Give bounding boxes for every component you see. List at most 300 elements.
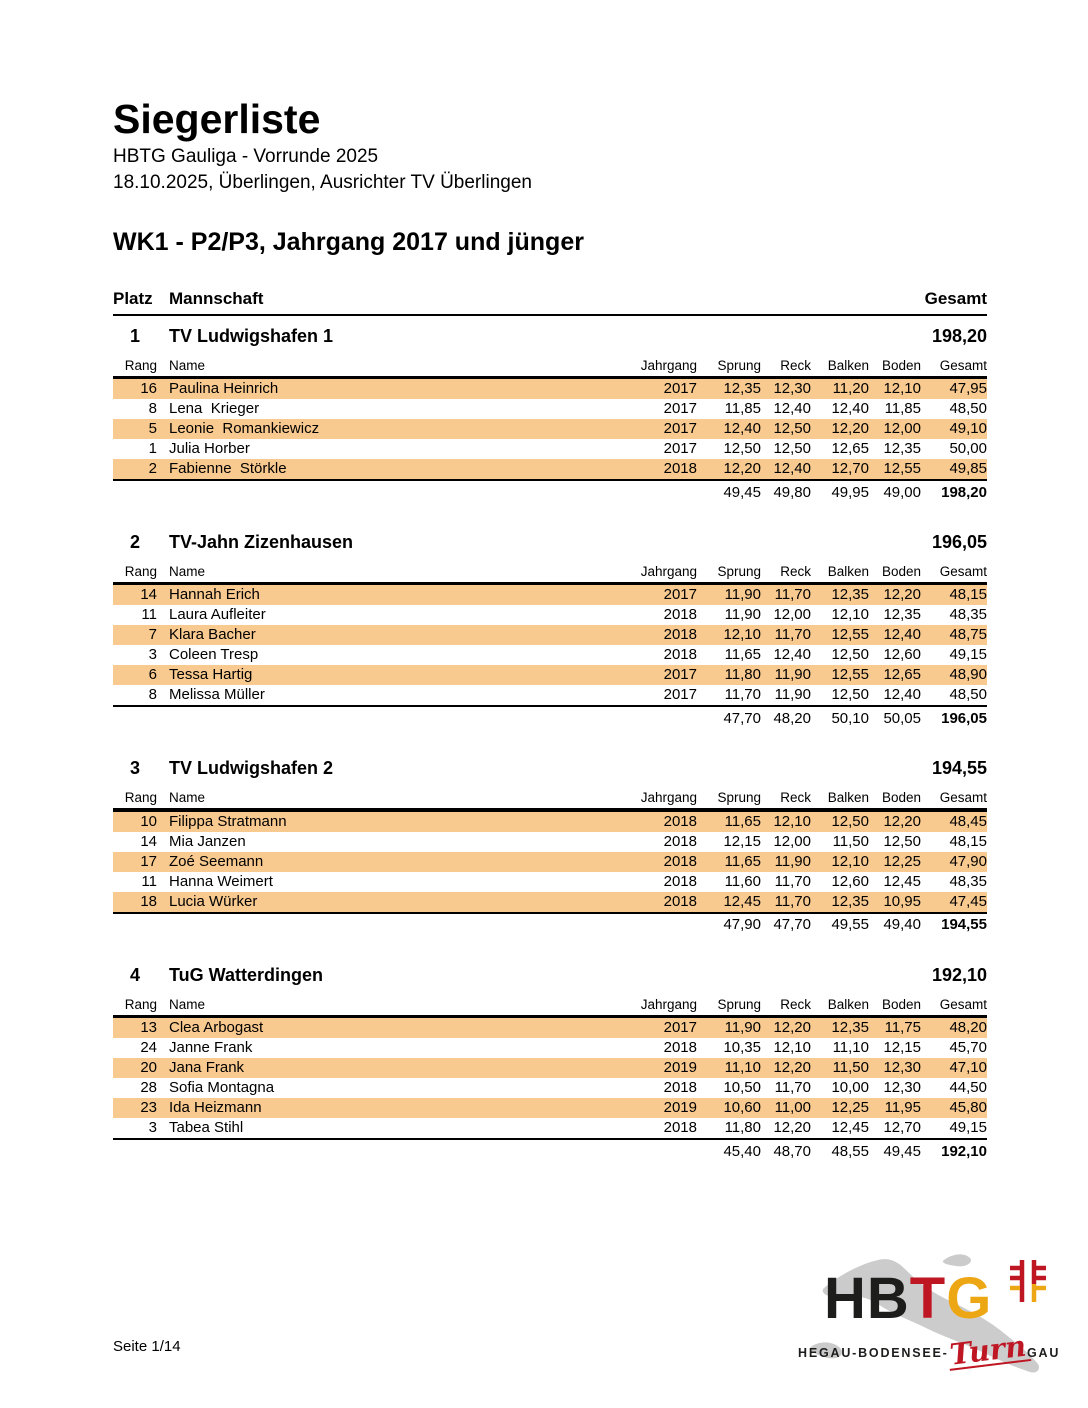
cell-balken: 11,50 xyxy=(832,832,869,850)
total-gesamt: 192,10 xyxy=(941,1142,987,1160)
cell-boden: 12,25 xyxy=(883,852,921,870)
cell-sprung: 12,20 xyxy=(723,459,761,477)
team-block xyxy=(113,321,987,503)
cell-name: Laura Aufleiter xyxy=(169,606,266,624)
table-row xyxy=(113,379,987,399)
cell-jahrgang: 2019 xyxy=(663,1098,697,1116)
cell-boden: 12,45 xyxy=(883,872,921,890)
cell-rang: 8 xyxy=(148,399,157,417)
cell-jahrgang: 2018 xyxy=(663,626,697,644)
team-total: 192,10 xyxy=(931,964,987,985)
cell-reck: 12,10 xyxy=(773,812,811,830)
column-header-balken: Balken xyxy=(827,996,869,1012)
cell-reck: 12,50 xyxy=(773,439,811,457)
column-header-reck: Reck xyxy=(780,564,811,580)
cell-boden: 12,20 xyxy=(883,586,921,604)
team-rank: 1 xyxy=(129,325,140,346)
turngau-glyph-icon xyxy=(1008,1258,1048,1304)
total-sprung: 47,70 xyxy=(723,709,761,727)
cell-jahrgang: 2017 xyxy=(663,419,697,437)
column-header-name: Name xyxy=(169,564,206,580)
cell-name: Ida Heizmann xyxy=(169,1098,262,1116)
cell-jahrgang: 2017 xyxy=(663,666,697,684)
cell-boden: 11,85 xyxy=(884,399,921,417)
table-row xyxy=(113,685,987,705)
cell-boden: 10,95 xyxy=(883,892,921,910)
cell-reck: 11,70 xyxy=(774,626,811,644)
total-reck: 47,70 xyxy=(773,916,811,934)
table-row xyxy=(113,832,987,852)
cell-jahrgang: 2018 xyxy=(663,872,697,890)
cell-jahrgang: 2018 xyxy=(663,646,697,664)
cell-name: Fabienne Störkle xyxy=(169,459,287,477)
cell-balken: 10,00 xyxy=(831,1078,869,1096)
table-row xyxy=(113,419,987,439)
cell-reck: 12,40 xyxy=(773,459,811,477)
cell-rang: 6 xyxy=(148,666,157,684)
cell-boden: 11,75 xyxy=(884,1018,921,1036)
cell-balken: 12,10 xyxy=(831,852,869,870)
column-header-gesamt: Gesamt xyxy=(939,357,987,373)
cell-balken: 11,10 xyxy=(832,1038,869,1056)
section-title: WK1 - P2/P3, Jahrgang 2017 und jünger xyxy=(113,227,584,256)
cell-gesamt: 49,15 xyxy=(949,1118,987,1136)
cell-boden: 12,60 xyxy=(883,646,921,664)
total-balken: 49,95 xyxy=(831,483,869,501)
team-block xyxy=(113,527,987,729)
cell-rang: 23 xyxy=(140,1098,157,1116)
cell-gesamt: 48,75 xyxy=(949,626,987,644)
logo-subline xyxy=(798,1328,1061,1372)
cell-reck: 12,20 xyxy=(773,1058,811,1076)
team-total: 198,20 xyxy=(931,325,987,346)
cell-name: Julia Horber xyxy=(169,439,250,457)
cell-gesamt: 47,90 xyxy=(949,852,987,870)
cell-name: Filippa Stratmann xyxy=(169,812,287,830)
column-header-jahrgang: Jahrgang xyxy=(640,357,697,373)
cell-rang: 2 xyxy=(148,459,157,477)
cell-boden: 12,15 xyxy=(883,1038,921,1056)
column-header-row xyxy=(113,790,987,809)
column-header-sprung: Sprung xyxy=(717,357,761,373)
cell-sprung: 11,10 xyxy=(724,1058,761,1076)
cell-boden: 12,35 xyxy=(883,606,921,624)
team-header-row xyxy=(113,753,987,790)
cell-rang: 11 xyxy=(141,872,157,890)
team-total: 196,05 xyxy=(931,532,987,553)
logo-script-word: Turn xyxy=(946,1334,1031,1371)
logo-letter-t: T xyxy=(909,1266,947,1331)
cell-reck: 11,70 xyxy=(774,586,811,604)
team-name: TV Ludwigshafen 1 xyxy=(169,325,334,346)
table-row xyxy=(113,399,987,419)
cell-name: Tessa Hartig xyxy=(169,666,253,684)
cell-gesamt: 48,35 xyxy=(949,872,987,890)
cell-sprung: 12,50 xyxy=(723,439,761,457)
cell-balken: 12,60 xyxy=(831,872,869,890)
team-rank: 4 xyxy=(129,964,140,985)
event-date-location: 18.10.2025, Überlingen, Ausrichter TV Überlingen xyxy=(113,172,532,194)
cell-reck: 11,00 xyxy=(774,1098,811,1116)
list-header xyxy=(113,289,987,316)
column-header-row xyxy=(113,358,987,377)
cell-rang: 11 xyxy=(141,606,157,624)
table-row xyxy=(113,1058,987,1078)
cell-gesamt: 47,95 xyxy=(949,379,987,397)
cell-name: Zoé Seemann xyxy=(169,852,264,870)
cell-sprung: 11,80 xyxy=(724,666,761,684)
cell-gesamt: 45,80 xyxy=(949,1098,987,1116)
column-header-boden: Boden xyxy=(881,564,921,580)
cell-jahrgang: 2018 xyxy=(663,1118,697,1136)
cell-boden: 12,10 xyxy=(883,379,921,397)
cell-sprung: 11,90 xyxy=(724,606,761,624)
cell-balken: 12,35 xyxy=(831,586,869,604)
cell-gesamt: 47,10 xyxy=(949,1058,987,1076)
column-header-gesamt: Gesamt xyxy=(939,790,987,806)
logo-letter-g: G xyxy=(946,1266,993,1331)
column-header-gesamt: Gesamt xyxy=(939,564,987,580)
table-row xyxy=(113,459,987,479)
cell-boden: 12,00 xyxy=(883,419,921,437)
cell-reck: 11,70 xyxy=(774,872,811,890)
cell-reck: 12,40 xyxy=(773,646,811,664)
cell-sprung: 11,65 xyxy=(724,852,761,870)
logo-letter-b: B xyxy=(866,1266,910,1331)
column-header-reck: Reck xyxy=(780,790,811,806)
cell-reck: 12,00 xyxy=(773,832,811,850)
column-header-row xyxy=(113,997,987,1016)
team-header-row xyxy=(113,527,987,564)
table-row xyxy=(113,585,987,605)
cell-jahrgang: 2019 xyxy=(663,1058,697,1076)
cell-gesamt: 49,10 xyxy=(949,419,987,437)
cell-reck: 12,40 xyxy=(773,399,811,417)
team-block xyxy=(113,960,987,1162)
cell-sprung: 12,35 xyxy=(723,379,761,397)
cell-rang: 3 xyxy=(148,646,157,664)
table-row xyxy=(113,645,987,665)
cell-sprung: 11,85 xyxy=(724,399,761,417)
total-boden: 49,00 xyxy=(883,483,921,501)
competition-subtitle: HBTG Gauliga - Vorrunde 2025 xyxy=(113,146,379,168)
column-header-boden: Boden xyxy=(881,357,921,373)
table-row xyxy=(113,872,987,892)
cell-name: Jana Frank xyxy=(169,1058,245,1076)
cell-jahrgang: 2018 xyxy=(663,1078,697,1096)
total-sprung: 47,90 xyxy=(723,916,761,934)
cell-balken: 12,25 xyxy=(831,1098,869,1116)
cell-balken: 12,50 xyxy=(831,686,869,704)
cell-sprung: 11,70 xyxy=(724,686,761,704)
cell-boden: 11,95 xyxy=(884,1098,921,1116)
cell-sprung: 11,65 xyxy=(724,812,761,830)
cell-boden: 12,50 xyxy=(883,832,921,850)
cell-balken: 12,20 xyxy=(831,419,869,437)
cell-balken: 12,65 xyxy=(831,439,869,457)
cell-sprung: 10,60 xyxy=(723,1098,761,1116)
cell-balken: 12,40 xyxy=(831,399,869,417)
cell-name: Leonie Romankiewicz xyxy=(169,419,320,437)
table-row xyxy=(113,625,987,645)
cell-reck: 11,90 xyxy=(774,686,811,704)
cell-gesamt: 48,20 xyxy=(949,1018,987,1036)
cell-balken: 12,35 xyxy=(831,1018,869,1036)
column-header-name: Name xyxy=(169,790,206,806)
table-row xyxy=(113,1018,987,1038)
table-row xyxy=(113,852,987,872)
hbtg-logo xyxy=(794,1250,1061,1386)
column-header-sprung: Sprung xyxy=(717,564,761,580)
cell-name: Hanna Weimert xyxy=(169,872,273,890)
total-sprung: 45,40 xyxy=(723,1142,761,1160)
total-reck: 48,20 xyxy=(773,709,811,727)
team-rank: 3 xyxy=(129,758,140,779)
cell-gesamt: 48,45 xyxy=(949,812,987,830)
cell-name: Sofia Montagna xyxy=(169,1078,275,1096)
cell-sprung: 11,60 xyxy=(724,872,761,890)
cell-jahrgang: 2017 xyxy=(663,586,697,604)
column-header-name: Name xyxy=(169,996,206,1012)
cell-rang: 1 xyxy=(148,439,157,457)
column-header-rang: Rang xyxy=(124,790,157,806)
column-header-jahrgang: Jahrgang xyxy=(640,790,697,806)
cell-gesamt: 48,50 xyxy=(949,399,987,417)
cell-jahrgang: 2018 xyxy=(663,606,697,624)
team-totals-row xyxy=(113,914,987,936)
cell-reck: 11,90 xyxy=(774,666,811,684)
cell-name: Lena Krieger xyxy=(169,399,260,417)
table-row xyxy=(113,812,987,832)
cell-balken: 11,20 xyxy=(832,379,869,397)
cell-balken: 12,35 xyxy=(831,892,869,910)
cell-sprung: 11,90 xyxy=(724,586,761,604)
cell-name: Lucia Würker xyxy=(169,892,258,910)
team-header-row xyxy=(113,321,987,358)
cell-balken: 12,70 xyxy=(831,459,869,477)
team-rank: 2 xyxy=(129,532,140,553)
cell-boden: 12,55 xyxy=(883,459,921,477)
cell-rang: 7 xyxy=(148,626,157,644)
total-boden: 49,40 xyxy=(883,916,921,934)
cell-reck: 12,50 xyxy=(773,419,811,437)
column-header-name: Name xyxy=(169,357,206,373)
cell-name: Tabea Stihl xyxy=(169,1118,244,1136)
logo-subline-left: HEGAU-BODENSEE- xyxy=(798,1346,949,1360)
team-rows xyxy=(113,585,987,705)
cell-sprung: 12,45 xyxy=(723,892,761,910)
column-header-reck: Reck xyxy=(780,357,811,373)
team-rows xyxy=(113,1018,987,1138)
team-totals-row xyxy=(113,1140,987,1162)
cell-boden: 12,30 xyxy=(883,1078,921,1096)
cell-name: Klara Bacher xyxy=(169,626,256,644)
cell-gesamt: 49,15 xyxy=(949,646,987,664)
column-header-sprung: Sprung xyxy=(717,996,761,1012)
cell-reck: 11,90 xyxy=(774,852,811,870)
cell-jahrgang: 2017 xyxy=(663,1018,697,1036)
cell-rang: 14 xyxy=(140,832,157,850)
cell-gesamt: 50,00 xyxy=(949,439,987,457)
cell-gesamt: 49,85 xyxy=(949,459,987,477)
cell-rang: 3 xyxy=(148,1118,157,1136)
cell-jahrgang: 2017 xyxy=(663,439,697,457)
team-name: TV Ludwigshafen 2 xyxy=(169,758,334,779)
team-name: TV-Jahn Zizenhausen xyxy=(169,532,354,553)
team-name: TuG Watterdingen xyxy=(169,964,323,985)
cell-name: Janne Frank xyxy=(169,1038,253,1056)
cell-jahrgang: 2017 xyxy=(663,379,697,397)
column-header-rang: Rang xyxy=(124,357,157,373)
cell-rang: 18 xyxy=(140,892,157,910)
cell-gesamt: 48,50 xyxy=(949,686,987,704)
logo-subline-right: GAU xyxy=(1027,1346,1061,1360)
cell-sprung: 12,40 xyxy=(723,419,761,437)
cell-gesamt: 48,15 xyxy=(949,832,987,850)
cell-name: Mia Janzen xyxy=(169,832,246,850)
cell-reck: 12,10 xyxy=(773,1038,811,1056)
cell-sprung: 12,10 xyxy=(723,626,761,644)
cell-sprung: 10,35 xyxy=(723,1038,761,1056)
cell-sprung: 10,50 xyxy=(723,1078,761,1096)
total-sprung: 49,45 xyxy=(723,483,761,501)
cell-sprung: 11,90 xyxy=(724,1018,761,1036)
column-header-jahrgang: Jahrgang xyxy=(640,996,697,1012)
cell-rang: 16 xyxy=(140,379,157,397)
cell-boden: 12,30 xyxy=(883,1058,921,1076)
cell-name: Paulina Heinrich xyxy=(169,379,279,397)
cell-rang: 28 xyxy=(140,1078,157,1096)
table-row xyxy=(113,605,987,625)
cell-rang: 17 xyxy=(140,852,157,870)
team-block xyxy=(113,753,987,935)
column-header-jahrgang: Jahrgang xyxy=(640,564,697,580)
cell-jahrgang: 2018 xyxy=(663,812,697,830)
cell-gesamt: 45,70 xyxy=(949,1038,987,1056)
cell-jahrgang: 2017 xyxy=(663,686,697,704)
cell-name: Melissa Müller xyxy=(169,686,265,704)
cell-rang: 10 xyxy=(140,812,157,830)
cell-balken: 12,55 xyxy=(831,626,869,644)
cell-reck: 11,70 xyxy=(774,892,811,910)
cell-name: Hannah Erich xyxy=(169,586,260,604)
column-header-balken: Balken xyxy=(827,564,869,580)
cell-jahrgang: 2018 xyxy=(663,852,697,870)
cell-sprung: 11,80 xyxy=(724,1118,761,1136)
cell-rang: 14 xyxy=(140,586,157,604)
hbtg-wordmark xyxy=(824,1266,993,1331)
cell-reck: 12,20 xyxy=(773,1018,811,1036)
cell-sprung: 11,65 xyxy=(724,646,761,664)
page-content xyxy=(113,0,987,1162)
page-title: Siegerliste xyxy=(113,96,321,142)
column-header-sprung: Sprung xyxy=(717,790,761,806)
page-number: Seite 1/14 xyxy=(113,1338,181,1355)
table-row xyxy=(113,1078,987,1098)
cell-boden: 12,20 xyxy=(883,812,921,830)
column-header-balken: Balken xyxy=(827,790,869,806)
column-header-reck: Reck xyxy=(780,996,811,1012)
logo-letter-h: H xyxy=(824,1266,867,1331)
total-balken: 50,10 xyxy=(831,709,869,727)
table-row xyxy=(113,1038,987,1058)
team-header-row xyxy=(113,960,987,997)
cell-rang: 5 xyxy=(148,419,157,437)
column-header-rang: Rang xyxy=(124,564,157,580)
cell-gesamt: 47,45 xyxy=(949,892,987,910)
teams-list xyxy=(113,321,987,1163)
cell-boden: 12,40 xyxy=(883,626,921,644)
cell-jahrgang: 2017 xyxy=(663,399,697,417)
column-header-row xyxy=(113,564,987,583)
list-header-mannschaft: Mannschaft xyxy=(169,288,264,308)
cell-rang: 13 xyxy=(140,1018,157,1036)
team-total: 194,55 xyxy=(931,758,987,779)
total-gesamt: 198,20 xyxy=(941,483,987,501)
column-header-boden: Boden xyxy=(881,790,921,806)
cell-balken: 12,50 xyxy=(831,646,869,664)
total-balken: 48,55 xyxy=(831,1142,869,1160)
team-totals-row xyxy=(113,481,987,503)
cell-reck: 12,20 xyxy=(773,1118,811,1136)
cell-boden: 12,65 xyxy=(883,666,921,684)
cell-name: Coleen Tresp xyxy=(169,646,259,664)
cell-rang: 24 xyxy=(140,1038,157,1056)
cell-rang: 8 xyxy=(148,686,157,704)
cell-reck: 12,00 xyxy=(773,606,811,624)
total-gesamt: 194,55 xyxy=(941,916,987,934)
cell-gesamt: 44,50 xyxy=(949,1078,987,1096)
team-rows xyxy=(113,379,987,479)
total-balken: 49,55 xyxy=(831,916,869,934)
total-gesamt: 196,05 xyxy=(941,709,987,727)
cell-balken: 11,50 xyxy=(832,1058,869,1076)
cell-balken: 12,10 xyxy=(831,606,869,624)
list-header-gesamt: Gesamt xyxy=(924,288,987,308)
cell-jahrgang: 2018 xyxy=(663,832,697,850)
cell-reck: 12,30 xyxy=(773,379,811,397)
table-row xyxy=(113,665,987,685)
cell-jahrgang: 2018 xyxy=(663,1038,697,1056)
team-totals-row xyxy=(113,707,987,729)
total-reck: 48,70 xyxy=(773,1142,811,1160)
table-row xyxy=(113,439,987,459)
table-row xyxy=(113,1098,987,1118)
cell-jahrgang: 2018 xyxy=(663,892,697,910)
cell-gesamt: 48,90 xyxy=(949,666,987,684)
table-row xyxy=(113,1118,987,1138)
team-rows xyxy=(113,812,987,912)
cell-gesamt: 48,35 xyxy=(949,606,987,624)
cell-gesamt: 48,15 xyxy=(949,586,987,604)
cell-sprung: 12,15 xyxy=(723,832,761,850)
table-row xyxy=(113,892,987,912)
column-header-balken: Balken xyxy=(827,357,869,373)
cell-boden: 12,35 xyxy=(883,439,921,457)
cell-name: Clea Arbogast xyxy=(169,1018,264,1036)
cell-boden: 12,40 xyxy=(883,686,921,704)
cell-boden: 12,70 xyxy=(883,1118,921,1136)
column-header-gesamt: Gesamt xyxy=(939,996,987,1012)
cell-reck: 11,70 xyxy=(774,1078,811,1096)
cell-balken: 12,50 xyxy=(831,812,869,830)
total-reck: 49,80 xyxy=(773,483,811,501)
column-header-rang: Rang xyxy=(124,996,157,1012)
list-header-platz: Platz xyxy=(113,288,153,308)
cell-rang: 20 xyxy=(140,1058,157,1076)
cell-balken: 12,45 xyxy=(831,1118,869,1136)
cell-jahrgang: 2018 xyxy=(663,459,697,477)
